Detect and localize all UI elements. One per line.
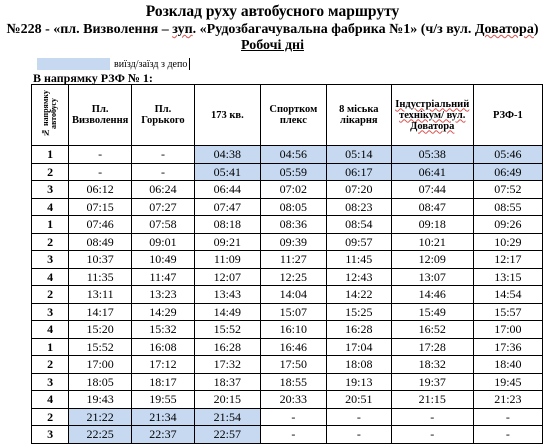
time-cell: -: [132, 146, 195, 164]
time-cell: 16:46: [260, 338, 326, 356]
time-cell: 12:25: [260, 268, 326, 286]
time-cell: 17:00: [473, 321, 542, 339]
time-cell: 07:15: [69, 198, 132, 216]
time-cell: 08:05: [260, 198, 326, 216]
time-cell: 07:20: [326, 181, 391, 199]
time-cell: 08:47: [391, 198, 473, 216]
time-cell: 12:07: [194, 268, 260, 286]
bus-number-cell: 2: [32, 356, 69, 374]
time-cell: 21:54: [194, 408, 260, 426]
time-cell: 06:12: [69, 181, 132, 199]
time-cell: 22:37: [132, 426, 195, 444]
time-cell: 14:22: [326, 286, 391, 304]
time-cell: 15:57: [473, 303, 542, 321]
time-cell: 20:51: [326, 391, 391, 409]
time-cell: 06:24: [132, 181, 195, 199]
time-cell: 08:49: [69, 233, 132, 251]
bus-number-cell: 2: [32, 163, 69, 181]
time-cell: 16:08: [132, 338, 195, 356]
route-prefix: №228 - «пл. Визволення –: [6, 22, 173, 37]
time-cell: 19:37: [391, 373, 473, 391]
time-cell: 05:46: [473, 146, 542, 164]
time-cell: 14:17: [69, 303, 132, 321]
time-cell: 12:17: [473, 251, 542, 269]
time-cell: 09:18: [391, 216, 473, 234]
time-cell: 13:43: [194, 286, 260, 304]
time-cell: 13:07: [391, 268, 473, 286]
time-cell: 18:32: [391, 356, 473, 374]
column-header: № напрямку автобусу: [32, 85, 69, 146]
time-cell: 09:26: [473, 216, 542, 234]
time-cell: 07:44: [391, 181, 473, 199]
table-row: [32, 373, 543, 391]
time-cell: 19:13: [326, 373, 391, 391]
time-cell: 11:09: [194, 251, 260, 269]
table-row: [32, 216, 543, 234]
bus-number-cell: 2: [32, 233, 69, 251]
time-cell: 17:00: [69, 356, 132, 374]
time-cell: 21:15: [391, 391, 473, 409]
time-cell: 05:59: [260, 163, 326, 181]
time-cell: 14:49: [194, 303, 260, 321]
time-cell: 08:18: [194, 216, 260, 234]
column-header: 173 кв.: [194, 85, 260, 146]
time-cell: 07:02: [260, 181, 326, 199]
bus-number-cell: 1: [32, 216, 69, 234]
time-cell: 05:38: [391, 146, 473, 164]
table-row: [32, 408, 543, 426]
time-cell: 14:54: [473, 286, 542, 304]
time-cell: 15:49: [391, 303, 473, 321]
time-cell: -: [132, 163, 195, 181]
time-cell: -: [326, 408, 391, 426]
time-cell: -: [473, 408, 542, 426]
time-cell: 17:36: [473, 338, 542, 356]
time-cell: 15:07: [260, 303, 326, 321]
time-cell: 14:29: [132, 303, 195, 321]
time-cell: 20:15: [194, 391, 260, 409]
time-cell: 09:39: [260, 233, 326, 251]
table-row: [32, 181, 543, 199]
time-cell: 04:38: [194, 146, 260, 164]
table-row: [32, 233, 543, 251]
route-middle: . «Рудозбагачувальна фабрика №1» (ч/з вул.: [192, 22, 475, 37]
time-cell: 21:23: [473, 391, 542, 409]
time-cell: 18:17: [132, 373, 195, 391]
time-cell: -: [69, 163, 132, 181]
time-cell: 18:37: [194, 373, 260, 391]
time-cell: 11:27: [260, 251, 326, 269]
time-cell: 16:28: [194, 338, 260, 356]
table-header-row: [32, 85, 543, 146]
bus-number-cell: 1: [32, 146, 69, 164]
day-type: Робочі дні: [241, 38, 304, 53]
time-cell: 18:08: [326, 356, 391, 374]
time-cell: 15:52: [194, 321, 260, 339]
route-name: [0, 22, 545, 38]
time-cell: 19:43: [69, 391, 132, 409]
schedule-title: Розклад руху автобусного маршруту: [145, 3, 400, 20]
bus-number-cell: 4: [32, 321, 69, 339]
time-cell: 11:47: [132, 268, 195, 286]
table-row: [32, 356, 543, 374]
table-row: [32, 391, 543, 409]
time-cell: 08:54: [326, 216, 391, 234]
time-cell: 18:55: [260, 373, 326, 391]
time-cell: -: [69, 146, 132, 164]
time-cell: 21:34: [132, 408, 195, 426]
time-cell: 15:20: [69, 321, 132, 339]
column-header: Пл. Визволення: [69, 85, 132, 146]
table-row: [32, 251, 543, 269]
time-cell: 15:25: [326, 303, 391, 321]
time-cell: 11:35: [69, 268, 132, 286]
time-cell: -: [473, 426, 542, 444]
time-cell: 07:58: [132, 216, 195, 234]
column-header: Пл. Горького: [132, 85, 195, 146]
time-cell: 12:43: [326, 268, 391, 286]
time-cell: 20:33: [260, 391, 326, 409]
time-cell: -: [260, 408, 326, 426]
time-cell: 12:09: [391, 251, 473, 269]
table-row: [32, 426, 543, 444]
time-cell: 22:57: [194, 426, 260, 444]
column-header: Індустріальний технікум/ вул. Доватора: [391, 85, 473, 146]
time-cell: 19:45: [473, 373, 542, 391]
table-row: [32, 163, 543, 181]
bus-number-cell: 4: [32, 268, 69, 286]
time-cell: 06:17: [326, 163, 391, 181]
time-cell: 09:01: [132, 233, 195, 251]
time-cell: 13:15: [473, 268, 542, 286]
time-cell: 10:49: [132, 251, 195, 269]
time-cell: -: [326, 426, 391, 444]
direction-heading: В напрямку РЗФ № 1:: [33, 71, 153, 85]
schedule-table: [31, 84, 543, 444]
table-row: [32, 198, 543, 216]
legend-label: виїзд/заїзд з депо: [114, 58, 188, 70]
bus-number-cell: 3: [32, 373, 69, 391]
table-row: [32, 268, 543, 286]
time-cell: 08:55: [473, 198, 542, 216]
time-cell: 21:22: [69, 408, 132, 426]
time-cell: 18:40: [473, 356, 542, 374]
time-cell: 17:28: [391, 338, 473, 356]
time-cell: 07:46: [69, 216, 132, 234]
column-header: 8 міська лікарня: [326, 85, 391, 146]
table-row: [32, 338, 543, 356]
time-cell: 10:37: [69, 251, 132, 269]
time-cell: 05:41: [194, 163, 260, 181]
time-cell: 18:05: [69, 373, 132, 391]
bus-number-cell: 3: [32, 251, 69, 269]
legend-swatch: [37, 58, 110, 70]
time-cell: 16:28: [326, 321, 391, 339]
time-cell: 09:21: [194, 233, 260, 251]
route-misspelled-word: зуп: [172, 22, 193, 37]
bus-number-cell: 1: [32, 338, 69, 356]
column-header: РЗФ-1: [473, 85, 542, 146]
time-cell: 16:10: [260, 321, 326, 339]
time-cell: 14:46: [391, 286, 473, 304]
time-cell: 15:32: [132, 321, 195, 339]
time-cell: 22:25: [69, 426, 132, 444]
time-cell: 10:21: [391, 233, 473, 251]
time-cell: 04:56: [260, 146, 326, 164]
time-cell: 08:23: [326, 198, 391, 216]
time-cell: 08:36: [260, 216, 326, 234]
time-cell: 05:14: [326, 146, 391, 164]
time-cell: 17:04: [326, 338, 391, 356]
time-cell: 09:57: [326, 233, 391, 251]
table-row: [32, 286, 543, 304]
time-cell: 07:47: [194, 198, 260, 216]
table-row: [32, 146, 543, 164]
bus-number-cell: 3: [32, 303, 69, 321]
time-cell: 06:44: [194, 181, 260, 199]
bus-number-cell: 3: [32, 426, 69, 444]
time-cell: -: [260, 426, 326, 444]
time-cell: 19:55: [132, 391, 195, 409]
time-cell: 11:45: [326, 251, 391, 269]
time-cell: 07:27: [132, 198, 195, 216]
time-cell: 15:52: [69, 338, 132, 356]
legend: [37, 57, 190, 71]
bus-number-cell: 2: [32, 286, 69, 304]
column-header: Спортком плекс: [260, 85, 326, 146]
time-cell: 06:49: [473, 163, 542, 181]
time-cell: 13:23: [132, 286, 195, 304]
time-cell: 07:52: [473, 181, 542, 199]
table-row: [32, 321, 543, 339]
bus-number-cell: 4: [32, 198, 69, 216]
bus-number-cell: 3: [32, 181, 69, 199]
time-cell: 10:29: [473, 233, 542, 251]
time-cell: 17:32: [194, 356, 260, 374]
time-cell: -: [391, 426, 473, 444]
time-cell: 13:11: [69, 286, 132, 304]
text-cursor: [189, 58, 190, 70]
time-cell: 16:52: [391, 321, 473, 339]
time-cell: -: [391, 408, 473, 426]
bus-number-cell: 2: [32, 408, 69, 426]
table-row: [32, 303, 543, 321]
route-misspelled-word: Доватора: [474, 22, 534, 37]
time-cell: 14:04: [260, 286, 326, 304]
bus-number-cell: 4: [32, 391, 69, 409]
time-cell: 17:50: [260, 356, 326, 374]
time-cell: 06:41: [391, 163, 473, 181]
time-cell: 17:12: [132, 356, 195, 374]
route-suffix: ): [533, 22, 539, 37]
